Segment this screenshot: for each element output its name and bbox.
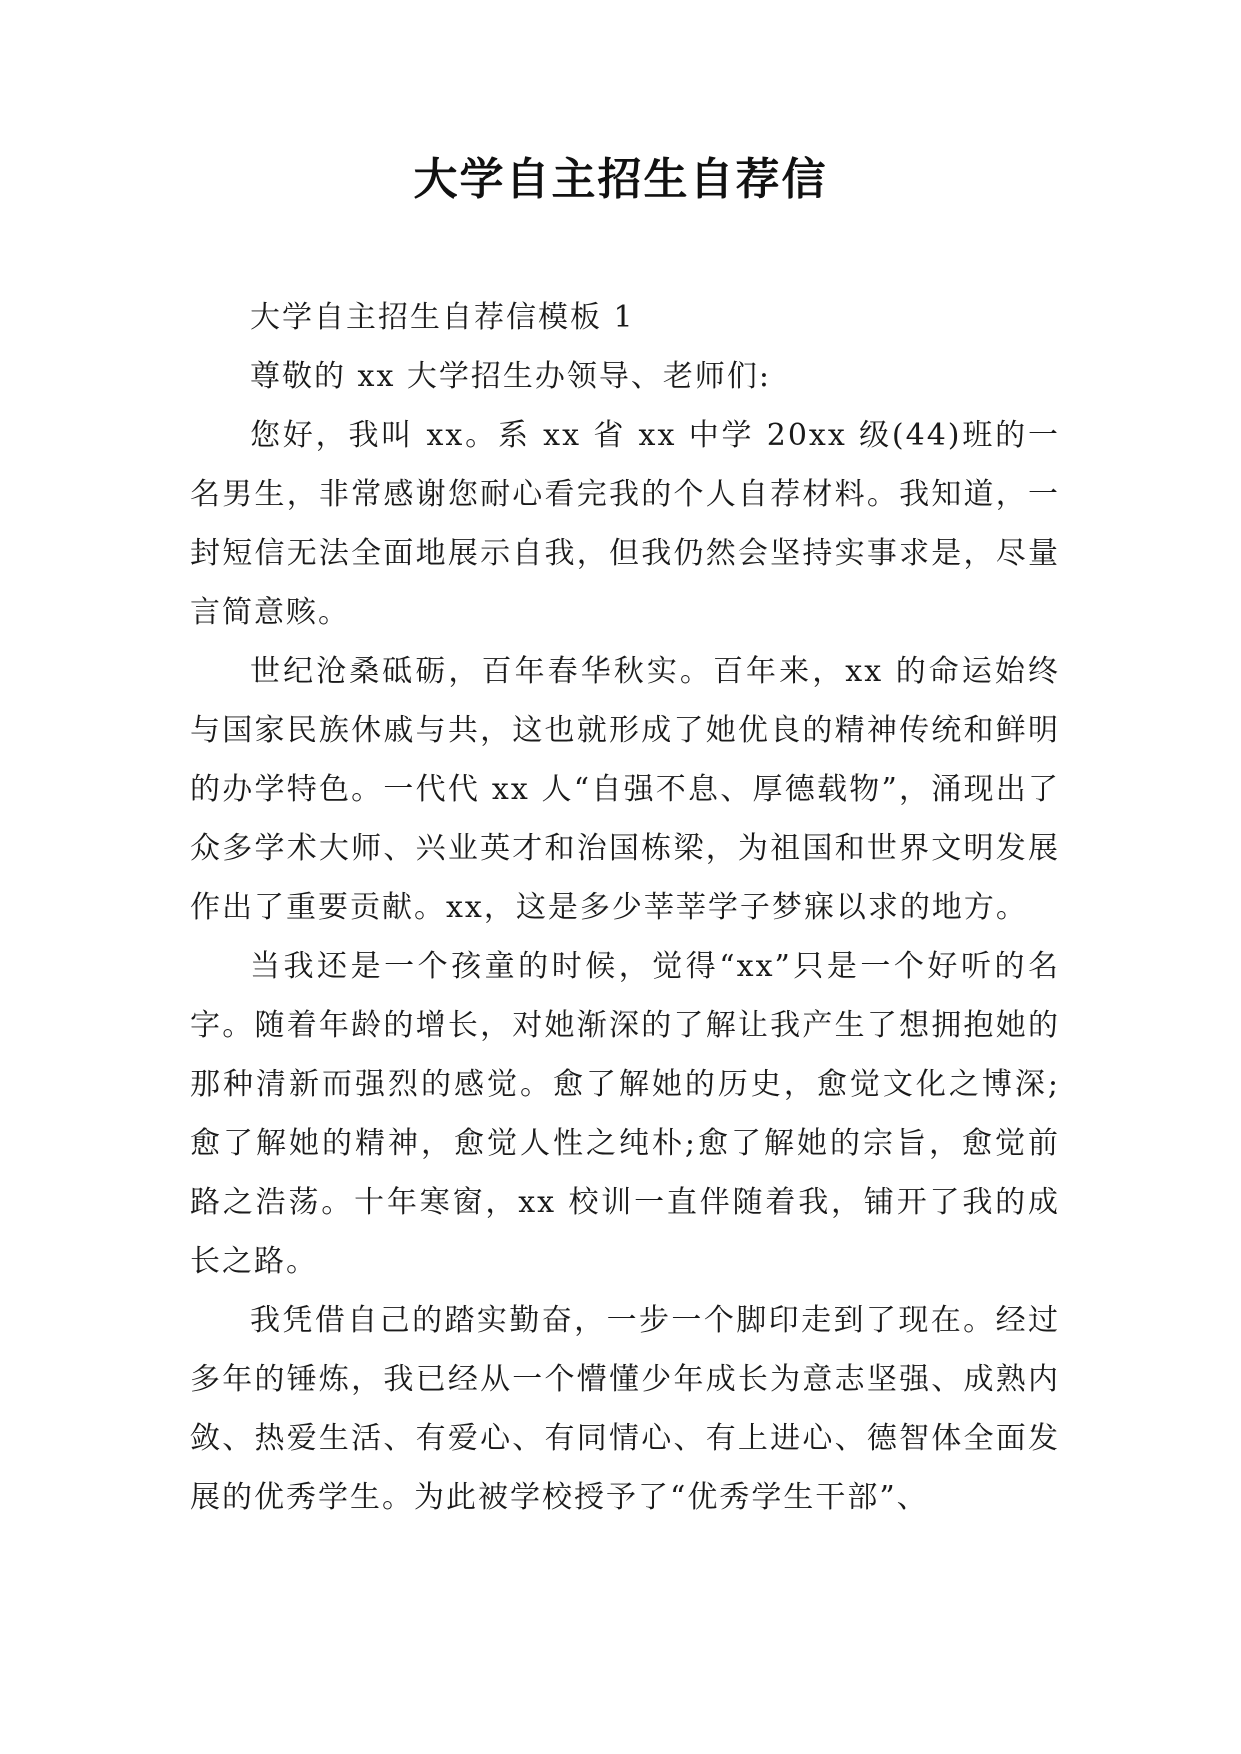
salutation: 尊敬的 xx 大学招生办领导、老师们: — [250, 359, 772, 394]
document-body — [190, 288, 1060, 1527]
document-title: 大学自主招生自荐信 — [413, 154, 828, 205]
paragraph-growth: 我凭借自己的踏实勤奋，一步一个脚印走到了现在。经过多年的锤炼，我已经从一个懵懂少年成长为意志坚强、成熟内敛、热爱生活、有爱心、有同情心、有上进心、德智体全面发展的优秀学生。为此被学校授予了“优秀学生干部”、 — [190, 1303, 1060, 1515]
paragraph-childhood: 当我还是一个孩童的时候，觉得“xx”只是一个好听的名字。随着年龄的增长，对她渐深的了解让我产生了想拥抱她的那种清新而强烈的感觉。愈了解她的历史，愈觉文化之博深;愈了解她的精神，愈觉人性之纯朴;愈了解她的宗旨，愈觉前路之浩荡。十年寒窗，xx 校训一直伴随着我，铺开了我的成长之路。 — [190, 949, 1060, 1279]
template-subtitle: 大学自主招生自荐信模板 1 — [250, 300, 635, 335]
paragraph-university-history: 世纪沧桑砥砺，百年春华秋实。百年来，xx 的命运始终与国家民族休戚与共，这也就形成了她优良的精神传统和鲜明的办学特色。一代代 xx 人“自强不息、厚德载物”，涌现出了众多学术大师、兴业英才和治国栋梁，为祖国和世界文明发展作出了重要贡献。xx，这是多少莘莘学子梦寐以求的地方。 — [190, 654, 1060, 925]
paragraph-introduction: 您好，我叫 xx。系 xx 省 xx 中学 20xx 级(44)班的一名男生，非常感谢您耐心看完我的个人自荐材料。我知道，一封短信无法全面地展示自我，但我仍然会坚持实事求是，尽量言简意赅。 — [190, 418, 1060, 630]
